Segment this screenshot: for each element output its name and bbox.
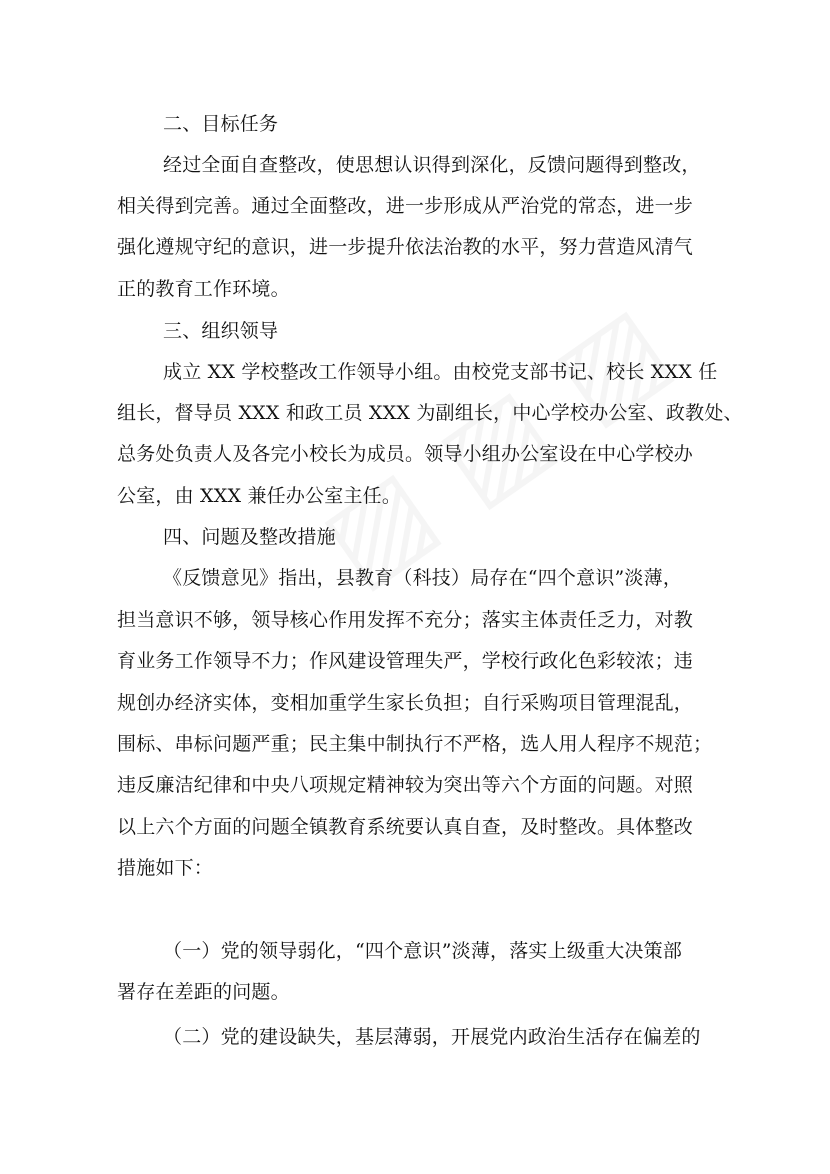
paragraph-line: 成立 XX 学校整改工作领导小组。由校党支部书记、校长 XXX 任 <box>163 361 718 383</box>
section-heading-goals: 二、目标任务 <box>163 113 279 135</box>
sub-item-line: （二）党的建设缺失，基层薄弱，开展党内政治生活存在偏差的 <box>163 1026 701 1048</box>
paragraph-line: 正的教育工作环境。 <box>117 278 290 300</box>
paragraph-line: 组长，督导员 XXX 和政工员 XXX 为副组长，中心学校办公室、政教处、 <box>117 402 743 424</box>
paragraph-line: 公室，由 XXX 兼任办公室主任。 <box>117 485 402 507</box>
paragraph-line: 担当意识不够，领导核心作用发挥不充分；落实主体责任乏力，对教 <box>117 609 694 631</box>
section-heading-organization: 三、组织领导 <box>163 320 279 342</box>
paragraph-line: 《反馈意见》指出，县教育（科技）局存在“四个意识”淡薄， <box>163 567 683 589</box>
paragraph-line: 规创办经济实体，变相加重学生家长负担；自行采购项目管理混乱， <box>117 692 694 714</box>
paragraph-line: 围标、串标问题严重；民主集中制执行不严格，选人用人程序不规范； <box>117 733 713 755</box>
paragraph-line: 经过全面自查整改，使思想认识得到深化，反馈问题得到整改， <box>163 154 701 176</box>
section-heading-issues: 四、问题及整改措施 <box>163 526 336 548</box>
paragraph-line: 措施如下： <box>117 857 214 879</box>
paragraph-line: 违反廉洁纪律和中央八项规定精神较为突出等六个方面的问题。对照 <box>117 774 694 796</box>
paragraph-line: 强化遵规守纪的意识，进一步提升依法治教的水平，努力营造风清气 <box>117 236 694 258</box>
sub-item-line: 署存在差距的问题。 <box>117 981 290 1003</box>
paragraph-line: 相关得到完善。通过全面整改，进一步形成从严治党的常态，进一步 <box>117 195 694 217</box>
paragraph-line: 总务处负责人及各完小校长为成员。领导小组办公室设在中心学校办 <box>117 443 694 465</box>
sub-item-line: （一）党的领导弱化，“四个意识”淡薄，落实上级重大决策部 <box>163 940 683 962</box>
paragraph-line: 育业务工作领导不力；作风建设管理失严，学校行政化色彩较浓；违 <box>117 650 694 672</box>
paragraph-line: 以上六个方面的问题全镇教育系统要认真自查，及时整改。具体整改 <box>117 816 694 838</box>
